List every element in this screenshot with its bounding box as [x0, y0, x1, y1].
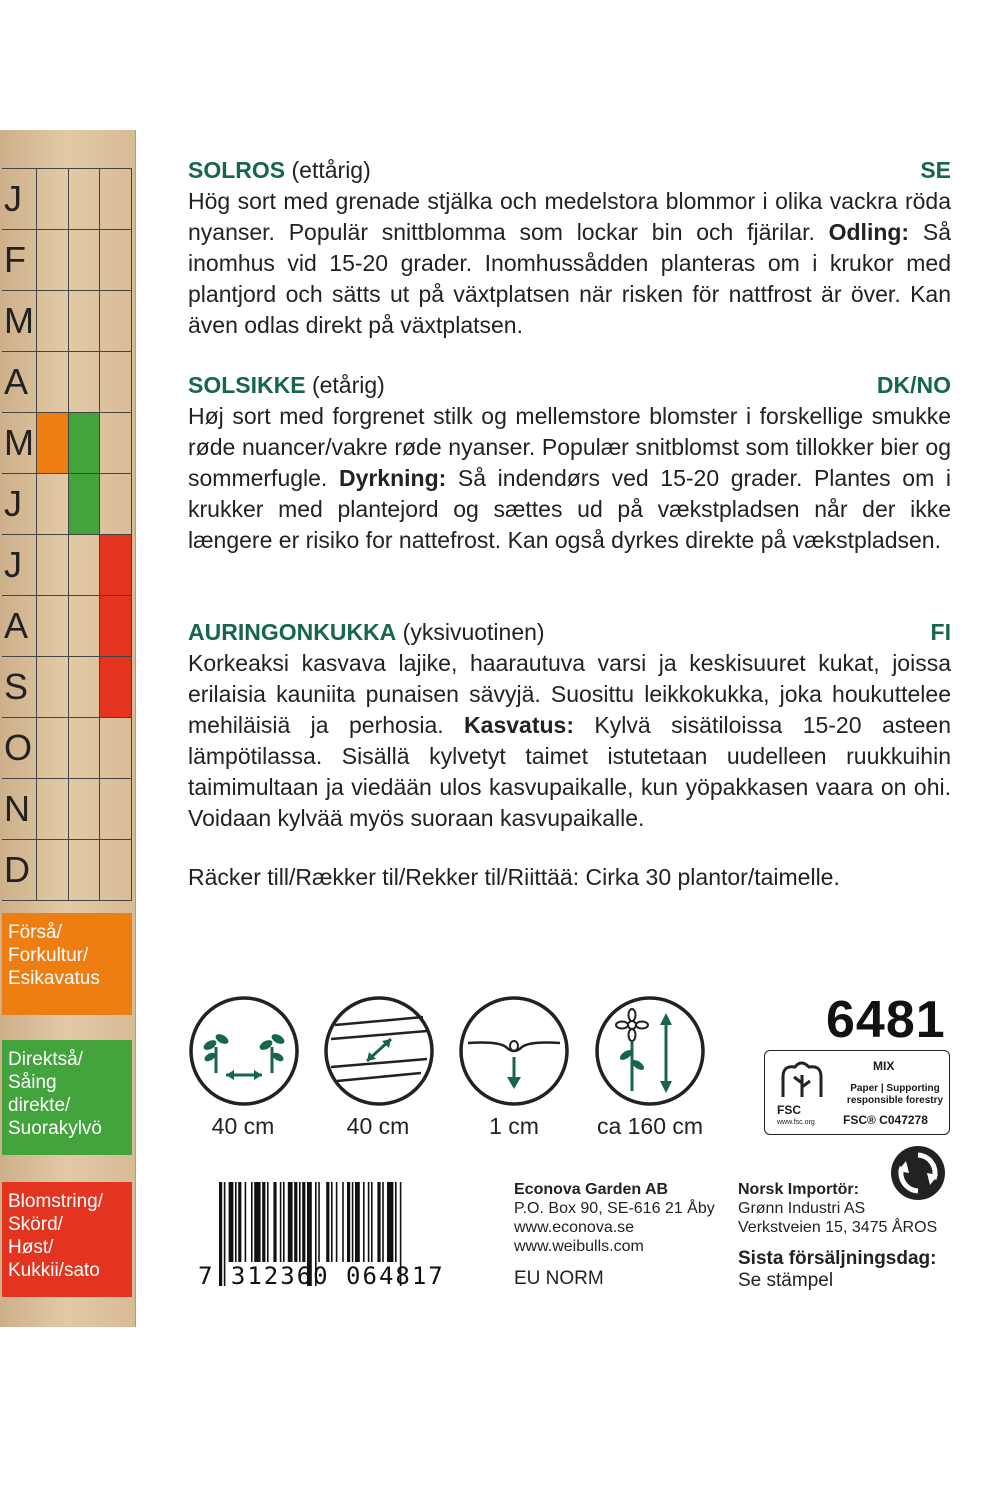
last-sale-label: Sista försäljningsdag:	[738, 1248, 937, 1269]
calendar-cell	[69, 718, 101, 778]
language-code: FI	[930, 619, 951, 645]
calendar-cell	[100, 779, 132, 839]
fsc-label	[764, 1050, 950, 1135]
legend-bloom	[2, 1182, 132, 1297]
month-grid	[2, 168, 132, 901]
calendar-cell	[69, 840, 101, 900]
barcode-bar	[280, 1182, 282, 1262]
month-row	[2, 718, 132, 779]
calendar-cell	[69, 596, 101, 656]
calendar-cell	[37, 474, 69, 534]
section-dk-no	[188, 370, 951, 556]
legend-direct-sow	[2, 1040, 132, 1155]
section-body: Korkeaksi kasvava lajike, haarautuva varsi ja keskisuuret kukat, joissa erilaisia kauniita punaisen sävyjä. Suosittu leikkokukka, joka houkuttelee mehiläisiä ja perhosia. Kasvatus: Kylvä sisätiloissa 15-20 asteen lämpötilassa. Sisällä kylvetyt taimet istutetaan uudelleen ruukkuihin taimimultaan ja viedään ulos kasvupaikalle, kun yöpakkasen vaara on ohi. Voidaan kylvää myös suoraan kasvupaikalle.	[188, 650, 951, 831]
calendar-cell	[37, 657, 69, 717]
legend-line: Esikavatus	[8, 968, 100, 989]
month-row	[2, 352, 132, 413]
calendar-cell	[69, 535, 101, 595]
calendar-cell	[100, 840, 132, 900]
row-spacing-label: 40 cm	[346, 1113, 410, 1139]
plant-height-label: ca 160 cm	[596, 1113, 704, 1139]
barcode-bar	[352, 1182, 354, 1262]
company-web-2: www.weibulls.com	[514, 1238, 644, 1255]
section-title: SOLROS	[188, 157, 286, 183]
plant-spacing-label: 40 cm	[211, 1113, 275, 1139]
barcode-bar	[238, 1182, 241, 1262]
calendar-cell	[69, 291, 101, 351]
calendar-cell	[37, 840, 69, 900]
month-row	[2, 840, 132, 901]
month-row	[2, 230, 132, 291]
plant-height-icon	[594, 995, 706, 1107]
sowing-depth-label: 1 cm	[489, 1113, 539, 1139]
calendar-cell	[69, 779, 101, 839]
company-web-1: www.econova.se	[514, 1219, 635, 1236]
month-label: D	[2, 840, 37, 900]
section-body: Høj sort med forgrenet stilk og mellemstore blomster i forskellige smukke røde nuancer/vakre røde nyanser. Populær snitblomst som tillokker bier og sommerfugle. Dyrkning: Så indendørs ved 15-20 grader. Plantes om i krukker med plantejord og sættes ud på vækstpladsen når der ikke længere er risiko for nattefrost. Kan også dyrkes direkte på vækstpladsen.	[188, 403, 951, 553]
barcode-number: 7 312360 064817	[198, 1262, 445, 1290]
barcode-bar	[283, 1182, 285, 1262]
barcode-bar	[387, 1182, 393, 1262]
month-label: O	[2, 718, 37, 778]
calendar-cell	[69, 230, 101, 290]
month-label: S	[2, 657, 37, 717]
barcode-bar	[347, 1182, 350, 1262]
calendar-cell	[100, 718, 132, 778]
barcode-bar	[267, 1182, 269, 1262]
calendar-cell	[100, 352, 132, 412]
barcode-bar	[302, 1182, 305, 1262]
fsc-web: www.fsc.org	[777, 1119, 815, 1126]
legend-line: direkte/	[8, 1095, 71, 1116]
fsc-mix: MIX	[873, 1059, 895, 1073]
section-qualifier: (yksivuotinen)	[396, 619, 545, 645]
barcode-bar	[363, 1182, 365, 1262]
month-label: J	[2, 535, 37, 595]
legend-line: Blomstring/	[8, 1191, 104, 1212]
barcode-bar	[336, 1182, 338, 1262]
calendar-cell-red	[100, 657, 132, 717]
month-label: M	[2, 413, 37, 473]
calendar-cell	[100, 291, 132, 351]
calendar-cell	[100, 169, 132, 229]
barcode-bar	[288, 1182, 293, 1262]
importer-label: Norsk Importör:	[738, 1181, 859, 1198]
barcode-bar	[251, 1182, 253, 1262]
legend-line: Såing	[8, 1072, 57, 1093]
barcode-bar	[273, 1182, 276, 1262]
barcode-bar	[368, 1182, 370, 1262]
calendar-cell-orange	[37, 413, 69, 473]
month-label: J	[2, 474, 37, 534]
sowing-depth-icon	[458, 995, 570, 1107]
month-row	[2, 596, 132, 657]
calendar-cell-green	[69, 413, 101, 473]
calendar-cell-green	[69, 474, 101, 534]
month-row	[2, 779, 132, 840]
section-body: Hög sort med grenade stjälka och medelstora blommor i olika vackra röda nyanser. Populär snittblomma som lockar bin och fjärilar. Odling: Så inomhus vid 15-20 grader. Inomhussådden planteras om i krukor med plantjord och sätts ut på växtplatsen när risken för nattfrost är över. Kan även odlas direkt på växtplatsen.	[188, 188, 951, 338]
section-qualifier: (etårig)	[305, 372, 385, 398]
last-sale-value: Se stämpel	[738, 1270, 834, 1291]
barcode-bar	[371, 1182, 373, 1262]
month-row	[2, 413, 132, 474]
calendar-cell-red	[100, 535, 132, 595]
month-row	[2, 535, 132, 596]
section-qualifier: (ettårig)	[285, 157, 371, 183]
fsc-tree-icon	[773, 1057, 833, 1103]
barcode-bar	[382, 1182, 384, 1262]
month-label: J	[2, 169, 37, 229]
barcode-bar	[326, 1182, 329, 1262]
barcode-bar	[229, 1182, 234, 1262]
calendar-cell	[37, 596, 69, 656]
barcode-bar	[377, 1182, 380, 1262]
legend-line: Skörd/	[8, 1214, 63, 1235]
company-postal: P.O. Box 90, SE-616 21 Åby	[514, 1200, 715, 1217]
calendar-cell-red	[100, 596, 132, 656]
calendar-cell	[100, 474, 132, 534]
legend-line: Forkultur/	[8, 945, 89, 966]
fsc-license: FSC® C047278	[843, 1113, 928, 1127]
legend-line: Suorakylvö	[8, 1118, 102, 1139]
month-label: A	[2, 352, 37, 412]
plant-spacing-icon	[188, 995, 300, 1107]
month-label: A	[2, 596, 37, 656]
calendar-cell	[37, 718, 69, 778]
legend-line: Høst/	[8, 1237, 54, 1258]
last-sale-date	[738, 1248, 936, 1292]
calendar-cell	[37, 169, 69, 229]
calendar-cell	[37, 352, 69, 412]
legend-line: Direktså/	[8, 1049, 83, 1070]
language-code: DK/NO	[876, 372, 951, 398]
row-spacing-icon	[323, 995, 435, 1107]
barcode-bar	[294, 1182, 297, 1262]
fsc-description: Paper | Supporting responsible forestry	[846, 1083, 944, 1106]
barcode-bar	[318, 1182, 320, 1262]
product-number: 6481	[826, 991, 946, 1049]
calendar-cell	[100, 413, 132, 473]
calendar-cell	[69, 657, 101, 717]
section-title: SOLSIKKE	[188, 372, 306, 398]
calendar-cell	[37, 779, 69, 839]
barcode-bar	[262, 1182, 265, 1262]
importer-street: Verkstveien 15, 3475 ÅROS	[738, 1219, 938, 1236]
eu-norm: EU NORM	[514, 1268, 604, 1289]
section-se	[188, 155, 951, 341]
section-fi	[188, 617, 951, 834]
barcode-bar	[342, 1182, 344, 1262]
month-label: N	[2, 779, 37, 839]
legend-line: Kukkii/sato	[8, 1260, 100, 1281]
legend-presow	[2, 913, 132, 1015]
recycle-icon	[890, 1145, 946, 1201]
legend-line: Förså/	[8, 922, 62, 943]
calendar-cell	[37, 291, 69, 351]
importer-name: Grønn Industri AS	[738, 1200, 866, 1217]
barcode-bar	[235, 1182, 237, 1262]
barcode-bar	[299, 1182, 301, 1262]
company-name: Econova Garden AB	[514, 1181, 669, 1198]
fsc-logo-text: FSC	[777, 1103, 801, 1117]
month-row	[2, 474, 132, 535]
sowing-calendar-strip	[0, 130, 136, 1327]
language-code: SE	[920, 157, 951, 183]
calendar-cell	[69, 352, 101, 412]
section-title: AURINGONKUKKA	[188, 619, 397, 645]
month-row	[2, 657, 132, 718]
calendar-cell	[37, 230, 69, 290]
calendar-cell	[100, 230, 132, 290]
month-label: M	[2, 291, 37, 351]
coverage-text: Räcker till/Rækker til/Rekker til/Riittää: Cirka 30 plantor/taimelle.	[188, 864, 840, 890]
calendar-cell	[37, 535, 69, 595]
barcode-bar	[254, 1182, 260, 1262]
month-label: F	[2, 230, 37, 290]
barcode-bar	[355, 1182, 360, 1262]
calendar-cell	[69, 169, 101, 229]
company-address	[514, 1180, 715, 1256]
barcode-bar	[331, 1182, 333, 1262]
month-row	[2, 169, 132, 230]
barcode-bar	[395, 1182, 397, 1262]
month-row	[2, 291, 132, 352]
barcode-bar	[245, 1182, 247, 1262]
